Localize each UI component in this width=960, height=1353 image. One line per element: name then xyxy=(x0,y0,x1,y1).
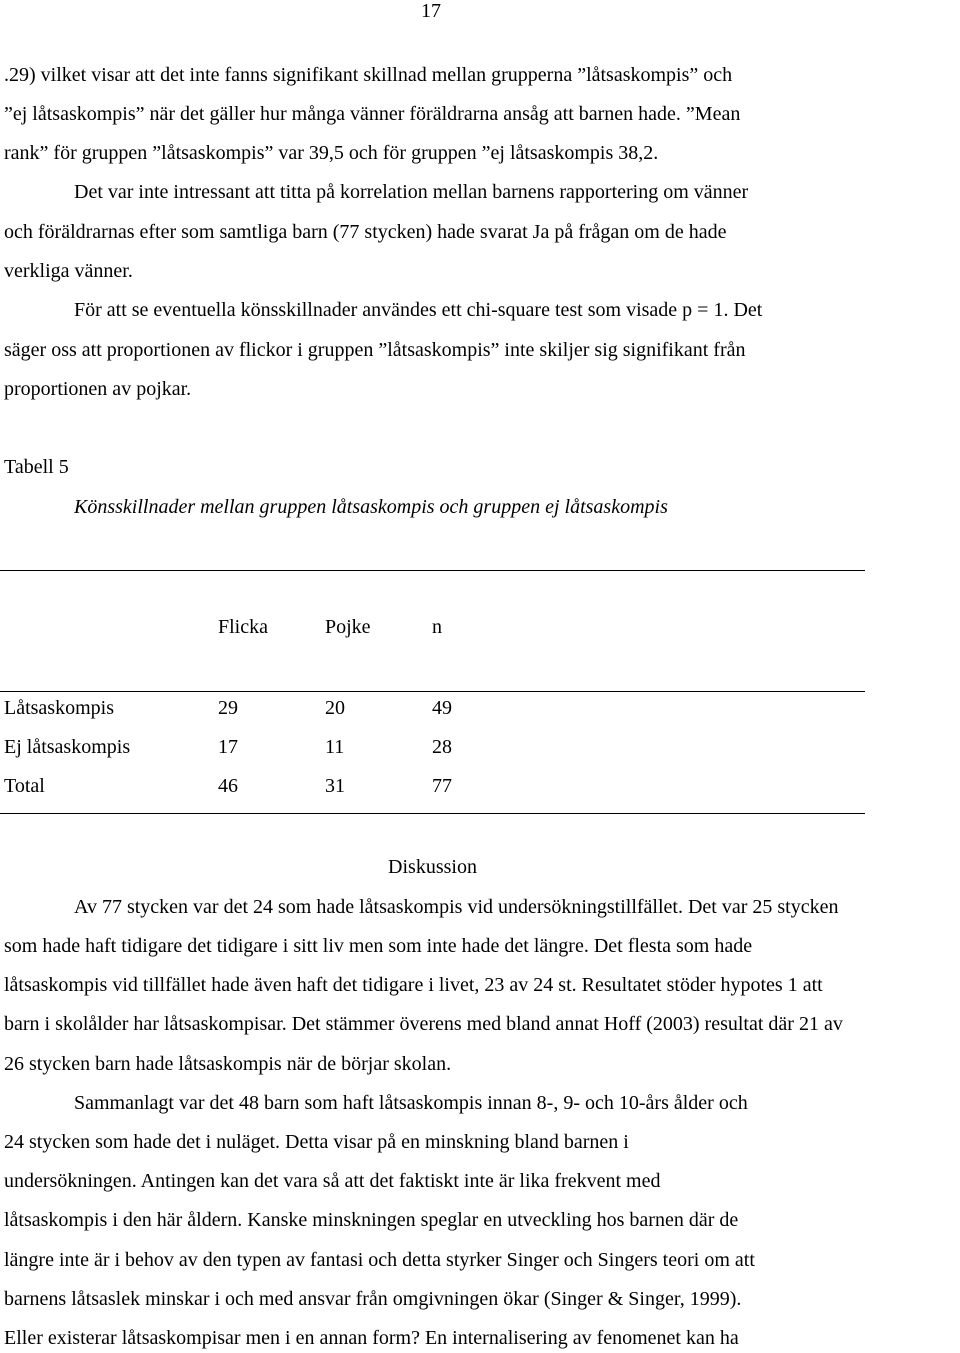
column-header: Pojke xyxy=(325,616,371,638)
table-cell: 11 xyxy=(325,736,345,758)
table-cell: 17 xyxy=(218,736,238,758)
text-line: För att se eventuella könsskillnader användes ett chi-square test som visade p = 1. Det xyxy=(74,299,763,321)
page-number: 17 xyxy=(421,0,441,22)
table-cell: 49 xyxy=(432,697,452,719)
text-line: undersökningen. Antingen kan det vara så att det faktiskt inte är lika frekvent med xyxy=(4,1170,661,1192)
table-cell: 28 xyxy=(432,736,452,758)
text-line: verkliga vänner. xyxy=(4,260,133,282)
text-line: barnens låtsaslek minskar i och med ansvar från omgivningen ökar (Singer & Singer, 1999). xyxy=(4,1288,742,1310)
table-cell: 31 xyxy=(325,775,345,797)
text-line: låtsaskompis i den här åldern. Kanske minskningen speglar en utveckling hos barnen där de xyxy=(4,1209,739,1231)
text-line: proportionen av pojkar. xyxy=(4,378,192,400)
text-line: Eller existerar låtsaskompisar men i en annan form? En internalisering av fenomenet kan ha xyxy=(4,1327,739,1349)
row-label: Låtsaskompis xyxy=(4,697,114,719)
text-line: längre inte är i behov av den typen av fantasi och detta styrker Singer och Singers teori om att xyxy=(4,1249,755,1271)
table-bottom-rule xyxy=(0,813,865,814)
text-line: låtsaskompis vid tillfället hade även haft det tidigare i livet, 23 av 24 st. Resultatet stöder hypotes 1 att xyxy=(4,974,823,996)
table-cell: 29 xyxy=(218,697,238,719)
table-header-rule xyxy=(0,691,865,692)
text-line: Av 77 stycken var det 24 som hade låtsaskompis vid undersökningstillfället. Det var 25 stycken xyxy=(74,896,839,918)
row-label: Ej låtsaskompis xyxy=(4,736,131,758)
text-line: 26 stycken barn hade låtsaskompis när de börjar skolan. xyxy=(4,1053,452,1075)
table-cell: 46 xyxy=(218,775,238,797)
column-header: Flicka xyxy=(218,616,268,638)
row-label: Total xyxy=(4,775,45,797)
table-top-rule xyxy=(0,570,865,571)
column-header: n xyxy=(432,616,442,638)
text-line: som hade haft tidigare det tidigare i sitt liv men som inte hade det längre. Det flesta som hade xyxy=(4,935,753,957)
text-line: Sammanlagt var det 48 barn som haft låtsaskompis innan 8-, 9- och 10-års ålder och xyxy=(74,1092,748,1114)
section-heading: Diskussion xyxy=(388,856,477,878)
table-cell: 77 xyxy=(432,775,452,797)
text-line: .29) vilket visar att det inte fanns signifikant skillnad mellan grupperna ”låtsaskompis” och xyxy=(4,64,733,86)
text-line: rank” för gruppen ”låtsaskompis” var 39,5 och för gruppen ”ej låtsaskompis 38,2. xyxy=(4,142,659,164)
text-line: och föräldrarnas efter som samtliga barn (77 stycken) hade svarat Ja på frågan om de hade xyxy=(4,221,727,243)
text-line: barn i skolålder har låtsaskompisar. Det stämmer överens med bland annat Hoff (2003) resultat där 21 av xyxy=(4,1013,843,1035)
text-line: 24 stycken som hade det i nuläget. Detta visar på en minskning bland barnen i xyxy=(4,1131,629,1153)
table-cell: 20 xyxy=(325,697,345,719)
table-label: Tabell 5 xyxy=(4,456,69,478)
text-line: ”ej låtsaskompis” när det gäller hur många vänner föräldrarna ansåg att barnen hade. ”Mean xyxy=(4,103,741,125)
table-caption: Könsskillnader mellan gruppen låtsaskompis och gruppen ej låtsaskompis xyxy=(74,496,668,518)
text-line: Det var inte intressant att titta på korrelation mellan barnens rapportering om vänner xyxy=(74,181,749,203)
text-line: säger oss att proportionen av flickor i gruppen ”låtsaskompis” inte skiljer sig signifikant från xyxy=(4,339,746,361)
